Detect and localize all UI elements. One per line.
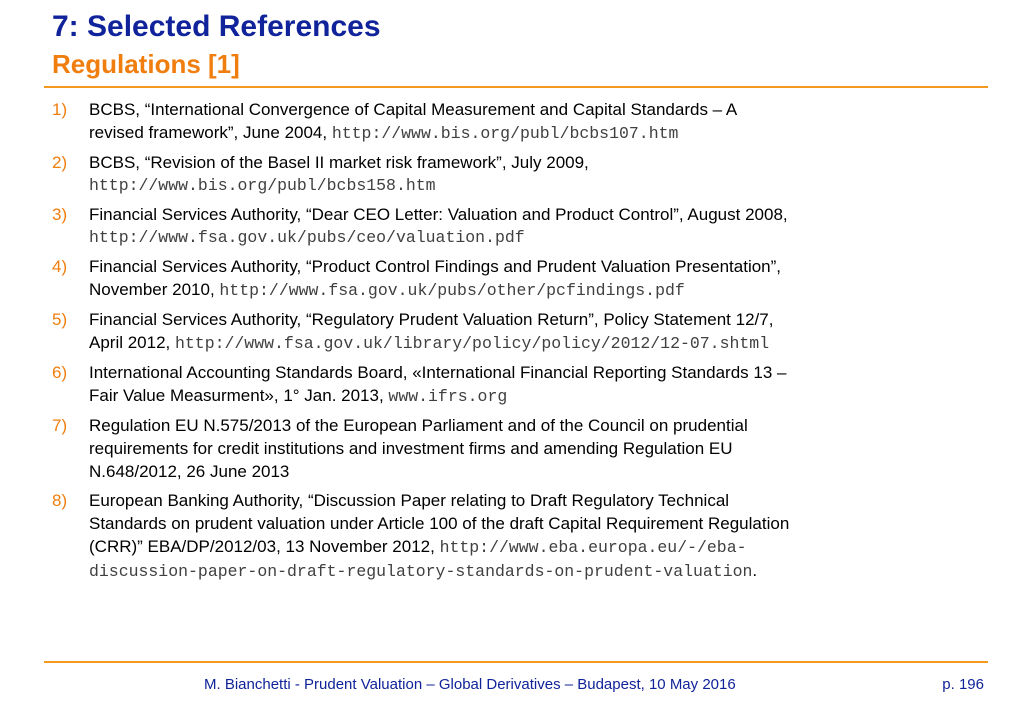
reference-number: 2) [52, 153, 68, 172]
header-divider [44, 86, 988, 88]
reference-text: European Banking Authority, “Discussion Paper relating to Draft Regulatory Technical [89, 491, 730, 510]
reference-item-8 [52, 489, 962, 583]
reference-text-line [89, 384, 962, 408]
reference-text-line [89, 559, 962, 583]
reference-url[interactable]: discussion-paper-on-draft-regulatory-standards-on-prudent-valuation [89, 562, 753, 581]
reference-number: 8) [52, 491, 68, 510]
slide-subtitle: Regulations [1] [52, 49, 240, 79]
reference-text: N.648/2012, 26 June 2013 [89, 462, 290, 481]
reference-text: Standards on prudent valuation under Article 100 of the draft Capital Requirement Regulation [89, 514, 790, 533]
reference-text: BCBS, “International Convergence of Capital Measurement and Capital Standards – A [89, 100, 738, 119]
reference-url[interactable]: http://www.fsa.gov.uk/pubs/ceo/valuation.pdf [89, 228, 525, 247]
reference-text-line [89, 121, 962, 145]
reference-number: 3) [52, 205, 68, 224]
reference-number: 4) [52, 257, 68, 276]
reference-number: 6) [52, 363, 68, 382]
reference-text: BCBS, “Revision of the Basel II market risk framework”, July 2009, [89, 153, 589, 172]
reference-item-3 [52, 203, 962, 249]
reference-list [52, 98, 962, 583]
reference-url[interactable]: http://www.bis.org/publ/bcbs107.htm [331, 124, 679, 143]
reference-item-1 [52, 98, 962, 145]
reference-text: International Accounting Standards Board, «International Financial Reporting Standards 13 – [89, 363, 787, 382]
reference-item-2 [52, 151, 962, 197]
footer-divider [44, 661, 988, 663]
reference-text: requirements for credit institutions and investment firms and amending Regulation EU [89, 439, 733, 458]
reference-url[interactable]: http://www.fsa.gov.uk/pubs/other/pcfindings.pdf [219, 281, 685, 300]
reference-url[interactable]: http://www.bis.org/publ/bcbs158.htm [89, 176, 436, 195]
reference-text: . [752, 561, 758, 580]
reference-number: 7) [52, 416, 68, 435]
slide-title: 7: Selected References [52, 10, 381, 43]
reference-text: (CRR)” EBA/DP/2012/03, 13 November 2012, [89, 537, 440, 556]
reference-number: 1) [52, 100, 68, 119]
footer-text: M. Bianchetti - Prudent Valuation – Global Derivatives – Budapest, 10 May 2016 [204, 676, 736, 693]
reference-number: 5) [52, 310, 68, 329]
reference-text: Regulation EU N.575/2013 of the European Parliament and of the Council on prudential [89, 416, 748, 435]
reference-url[interactable]: http://www.eba.europa.eu/-/eba- [439, 538, 747, 557]
reference-text: April 2012, [89, 333, 175, 352]
reference-item-4 [52, 255, 962, 302]
reference-text-line [89, 331, 962, 355]
reference-text: revised framework”, June 2004, [89, 123, 332, 142]
reference-url[interactable]: http://www.fsa.gov.uk/library/policy/policy/2012/12-07.shtml [175, 334, 770, 353]
reference-text: Fair Value Measurment», 1° Jan. 2013, [89, 386, 389, 405]
reference-item-5 [52, 308, 962, 355]
reference-text-line [89, 535, 962, 559]
reference-text: Financial Services Authority, “Product Control Findings and Prudent Valuation Presentation”, [89, 257, 782, 276]
reference-text-line [89, 278, 962, 302]
reference-text: Financial Services Authority, “Regulatory Prudent Valuation Return”, Policy Statement 12/7, [89, 310, 774, 329]
reference-text: Financial Services Authority, “Dear CEO Letter: Valuation and Product Control”, August 2008, [89, 205, 788, 224]
reference-item-6 [52, 361, 962, 408]
page-number: p. 196 [942, 676, 984, 693]
reference-item-7 [52, 414, 962, 483]
reference-url[interactable]: www.ifrs.org [388, 387, 508, 406]
reference-text: November 2010, [89, 280, 220, 299]
